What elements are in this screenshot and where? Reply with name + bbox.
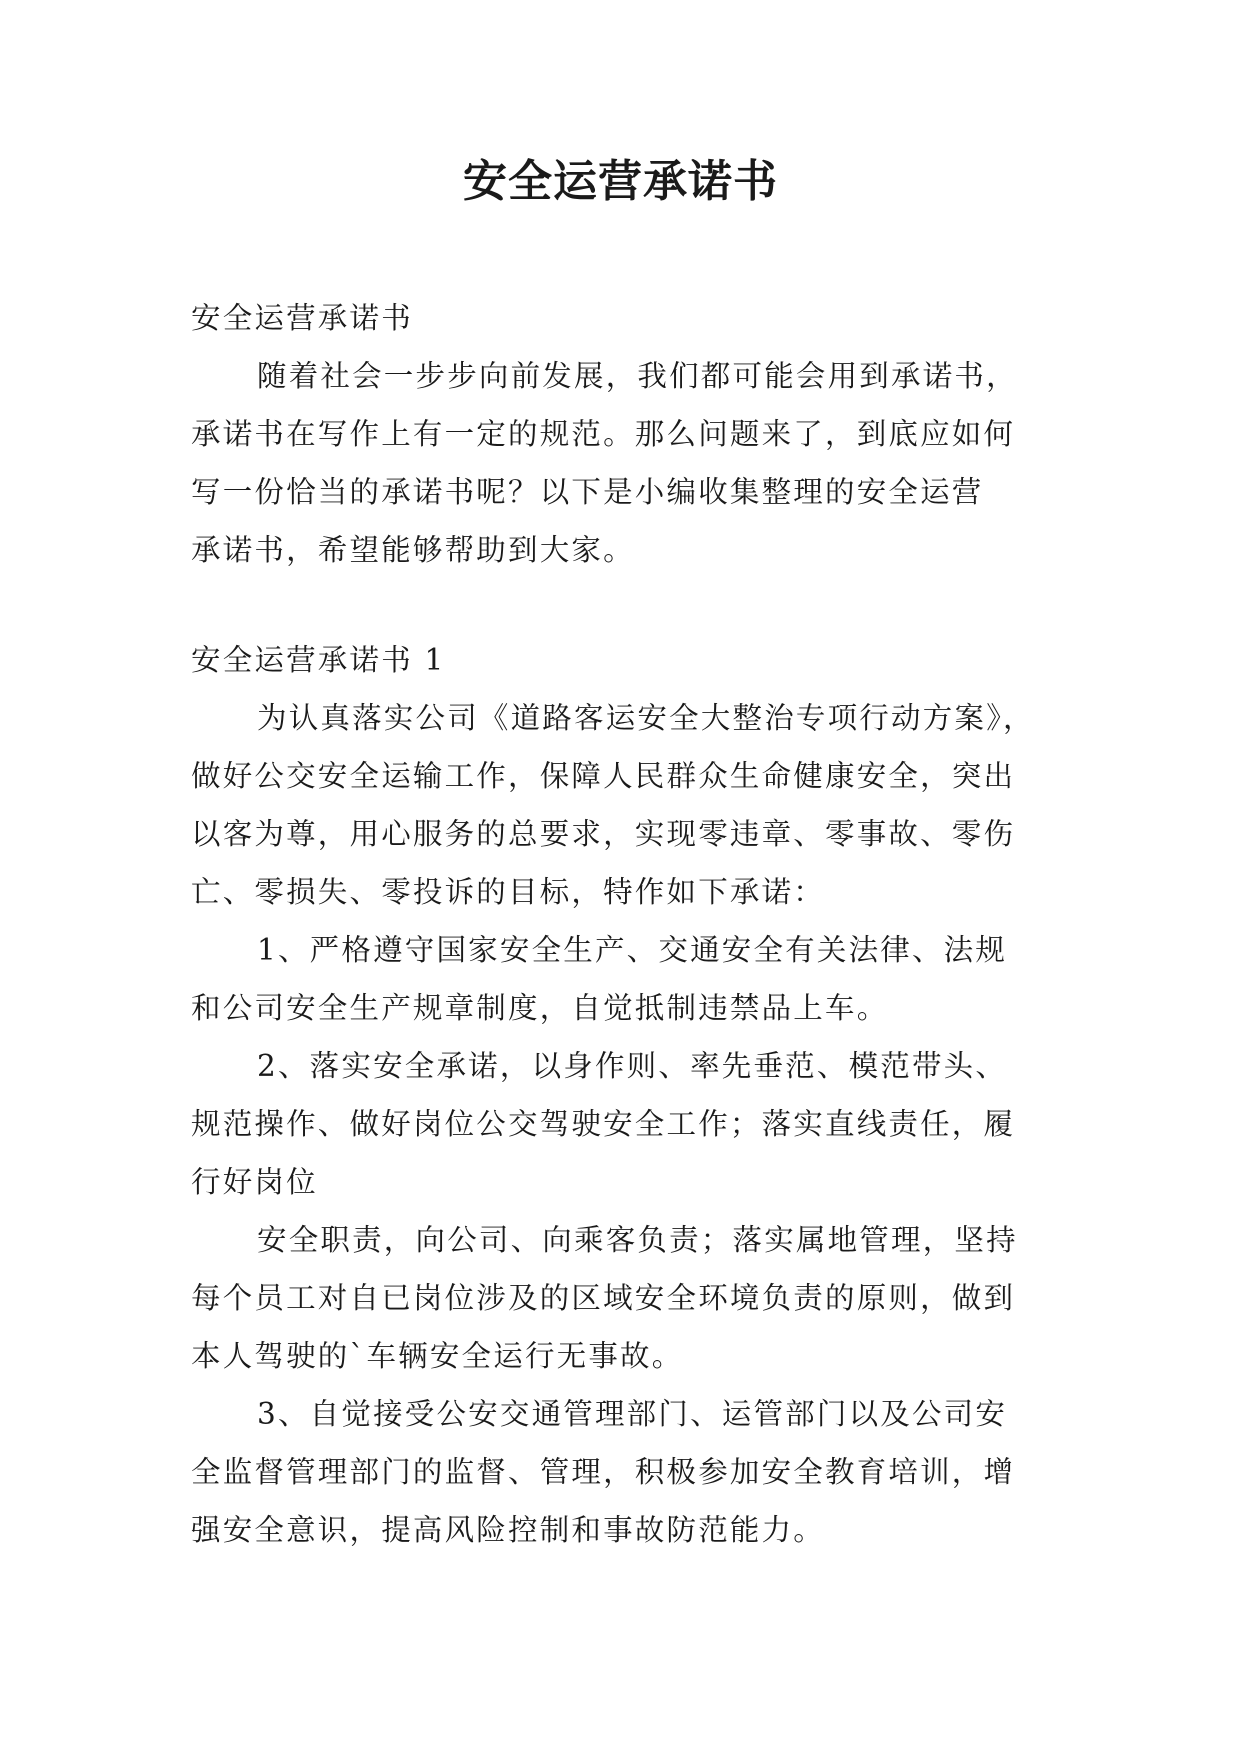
commitment-item-3	[191, 1385, 1051, 1559]
paragraph-line: 做好公交安全运输工作，保障人民群众生命健康安全，突出	[191, 759, 1016, 793]
subtitle: 安全运营承诺书	[191, 301, 413, 335]
paragraph-line: 亡、零损失、零投诉的目标，特作如下承诺：	[191, 875, 826, 909]
paragraph-line: 本人驾驶的`车辆安全运行无事故。	[191, 1339, 684, 1373]
paragraph-line: 安全职责，向公司、向乘客负责；落实属地管理，坚持	[257, 1223, 1018, 1257]
paragraph-line: 和公司安全生产规章制度，自觉抵制违禁品上车。	[191, 991, 889, 1025]
paragraph-line: 规范操作、做好岗位公交驾驶安全工作；落实直线责任，履	[191, 1107, 1016, 1141]
paragraph-line: 行好岗位	[191, 1165, 318, 1199]
paragraph-line: 3、自觉接受公安交通管理部门、运管部门以及公司安	[257, 1397, 1008, 1431]
paragraph-line: 2、落实安全承诺，以身作则、率先垂范、模范带头、	[257, 1049, 1008, 1083]
paragraph-line: 全监督管理部门的监督、管理，积极参加安全教育培训，增	[191, 1455, 1016, 1489]
paragraph-spacer	[191, 579, 1051, 631]
intro-paragraph	[191, 347, 1051, 579]
paragraph-line: 为认真落实公司《道路客运安全大整治专项行动方案》，	[257, 701, 1035, 735]
commitment-item-2-continued	[191, 1211, 1051, 1385]
document-body	[191, 289, 1051, 1559]
paragraph-line: 写一份恰当的承诺书呢？以下是小编收集整理的安全运营	[191, 475, 984, 509]
paragraph-line: 以客为尊，用心服务的总要求，实现零违章、零事故、零伤	[191, 817, 1016, 851]
paragraph-line: 承诺书，希望能够帮助到大家。	[191, 533, 635, 567]
paragraph-line: 每个员工对自已岗位涉及的区域安全环境负责的原则，做到	[191, 1281, 1016, 1315]
section-intro-paragraph	[191, 689, 1051, 921]
document-title: 安全运营承诺书	[463, 156, 778, 207]
commitment-item-2	[191, 1037, 1051, 1211]
paragraph-line: 承诺书在写作上有一定的规范。那么问题来了，到底应如何	[191, 417, 1016, 451]
section-heading: 安全运营承诺书 1	[191, 643, 446, 677]
paragraph-line: 1、严格遵守国家安全生产、交通安全有关法律、法规	[257, 933, 1008, 967]
paragraph-line: 随着社会一步步向前发展，我们都可能会用到承诺书，	[257, 359, 1018, 393]
paragraph-line: 强安全意识，提高风险控制和事故防范能力。	[191, 1513, 826, 1547]
commitment-item-1	[191, 921, 1051, 1037]
